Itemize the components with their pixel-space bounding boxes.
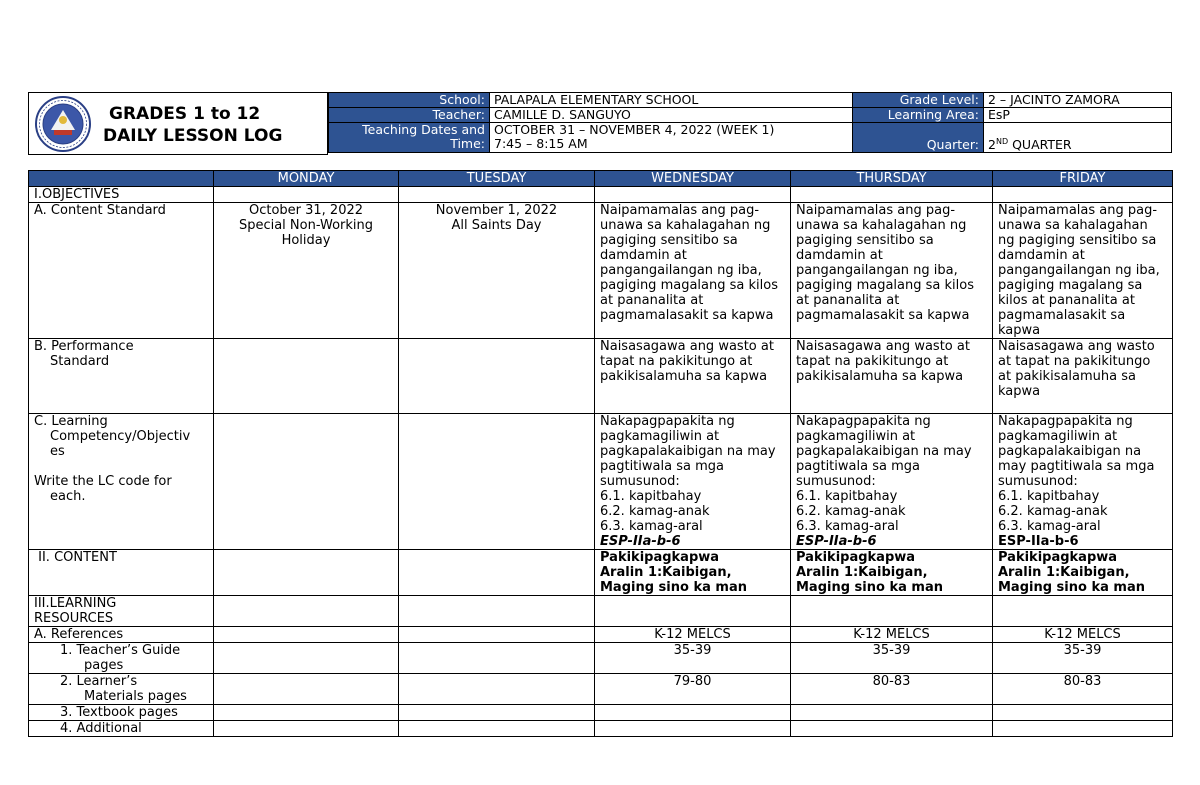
performance-standard-fri: Naisasagawa ang wasto at tapat na pakikitungo at pakikisalamuha sa kapwa [993,339,1173,414]
header-title-box [28,92,328,155]
content-standard-fri: Naipamamalas ang pag- unawa sa kahalagahan ng pagiging sensitibo sa damdamin at pangangailangan ng iba, pagiging magalang sa kilos at pananalita at pagmamalasakit sa kapwa [993,203,1173,339]
deped-seal-icon [35,96,91,152]
content-wed: Pakikipagkapwa Aralin 1:Kaibigan, Maging sino ka man [595,550,791,596]
school-label: School: [329,93,490,108]
teacher-label: Teacher: [329,108,490,123]
content-thu: Pakikipagkapwa Aralin 1:Kaibigan, Maging sino ka man [791,550,993,596]
day-wednesday: WEDNESDAY [595,171,791,187]
school-value: PALAPALA ELEMENTARY SCHOOL [490,93,853,108]
tuesday-holiday-note: November 1, 2022 All Saints Day [399,203,595,339]
performance-standard-wed: Naisasagawa ang wasto at tapat na pakikitungo at pakikisalamuha sa kapwa [595,339,791,414]
header-corner [29,171,214,187]
content-standard-label: A. Content Standard [29,203,214,339]
title-line-2: DAILY LESSON LOG [103,126,283,146]
dates-label-1: Teaching Dates and [362,122,485,137]
learners-materials-wed: 79-80 [595,674,791,705]
quarter-value [984,123,1172,153]
grade-value: 2 – JACINTO ZAMORA [984,93,1172,108]
teachers-guide-fri: 35-39 [993,643,1173,674]
quarter-sup: ND [995,136,1009,146]
content-fri: Pakikipagkapwa Aralin 1:Kaibigan, Maging sino ka man [993,550,1173,596]
day-thursday: THURSDAY [791,171,993,187]
log-title [103,103,282,147]
content-standard-wed: Naipamamalas ang pag- unawa sa kahalagahan ng pagiging sensitibo sa damdamin at pangangailangan ng iba, pagiging magalang sa kilos at pananalita at pagmamalasakit sa kapwa [595,203,791,339]
quarter-num: 2 [988,137,996,152]
grade-label: Grade Level: [853,93,984,108]
teacher-value: CAMILLE D. SANGUYO [490,108,853,123]
textbook-pages-label: 3. Textbook pages [29,705,214,721]
additional-label: 4. Additional [29,721,214,737]
teachers-guide-label: 1. Teacher’s Guide pages [29,643,214,674]
learning-competency-label: C. Learning Competency/Objectiv es Write the LC code for each. [29,414,214,550]
time-text: 7:45 – 8:15 AM [494,136,588,151]
lc-code-wed: ESP-IIa-b-6 [600,534,681,549]
objectives-label: I.OBJECTIVES [29,187,214,203]
learning-competency-wed: Nakapagpapakita ng pagkamagiliwin at pagkapalakaibigan na may pagtitiwala sa mga sumusunod: 6.1. kapitbahay 6.2. kamag-anak 6.3. kamag-aral ESP-IIa-b-6 [595,414,791,550]
quarter-label: Quarter: [853,123,984,153]
area-value: EsP [984,108,1172,123]
lesson-log-table [28,170,1173,737]
performance-standard-label: B. Performance Standard [29,339,214,414]
quarter-word: QUARTER [1008,137,1072,152]
day-friday: FRIDAY [993,171,1173,187]
day-monday: MONDAY [214,171,399,187]
title-line-1: GRADES 1 to 12 [109,104,261,124]
lc-code-fri: ESP-IIa-b-6 [998,534,1079,549]
references-label: A. References [29,627,214,643]
content-label: II. CONTENT [29,550,214,596]
learners-materials-label: 2. Learner’s Materials pages [29,674,214,705]
lc-code-thu: ESP-IIa-b-6 [796,534,877,549]
monday-holiday-note: October 31, 2022 Special Non-Working Holiday [214,203,399,339]
learning-resources-label: III.LEARNING RESOURCES [29,596,214,627]
performance-standard-thu: Naisasagawa ang wasto at tapat na pakikitungo at pakikisalamuha sa kapwa [791,339,993,414]
teachers-guide-thu: 35-39 [791,643,993,674]
references-fri: K-12 MELCS [993,627,1173,643]
learning-competency-thu: Nakapagpapakita ng pagkamagiliwin at pagkapalakaibigan na may pagtitiwala sa mga sumusunod: 6.1. kapitbahay 6.2. kamag-anak 6.3. kamag-aral ESP-IIa-b-6 [791,414,993,550]
references-thu: K-12 MELCS [791,627,993,643]
dates-label-2: Time: [450,136,485,151]
info-table [328,92,1172,153]
learning-competency-fri: Nakapagpapakita ng pagkamagiliwin at pagkapalakaibigan na may pagtitiwala sa mga sumusunod: 6.1. kapitbahay 6.2. kamag-anak 6.3. kamag-aral ESP-IIa-b-6 [993,414,1173,550]
dates-text: OCTOBER 31 – NOVEMBER 4, 2022 (WEEK 1) [494,122,775,137]
content-standard-thu: Naipamamalas ang pag- unawa sa kahalagahan ng pagiging sensitibo sa damdamin at pangangailangan ng iba, pagiging magalang sa kilos at pananalita at pagmamalasakit sa kapwa [791,203,993,339]
learners-materials-thu: 80-83 [791,674,993,705]
teachers-guide-wed: 35-39 [595,643,791,674]
references-wed: K-12 MELCS [595,627,791,643]
dates-label [329,123,490,153]
area-label: Learning Area: [853,108,984,123]
day-tuesday: TUESDAY [399,171,595,187]
learners-materials-fri: 80-83 [993,674,1173,705]
dates-value [490,123,853,153]
